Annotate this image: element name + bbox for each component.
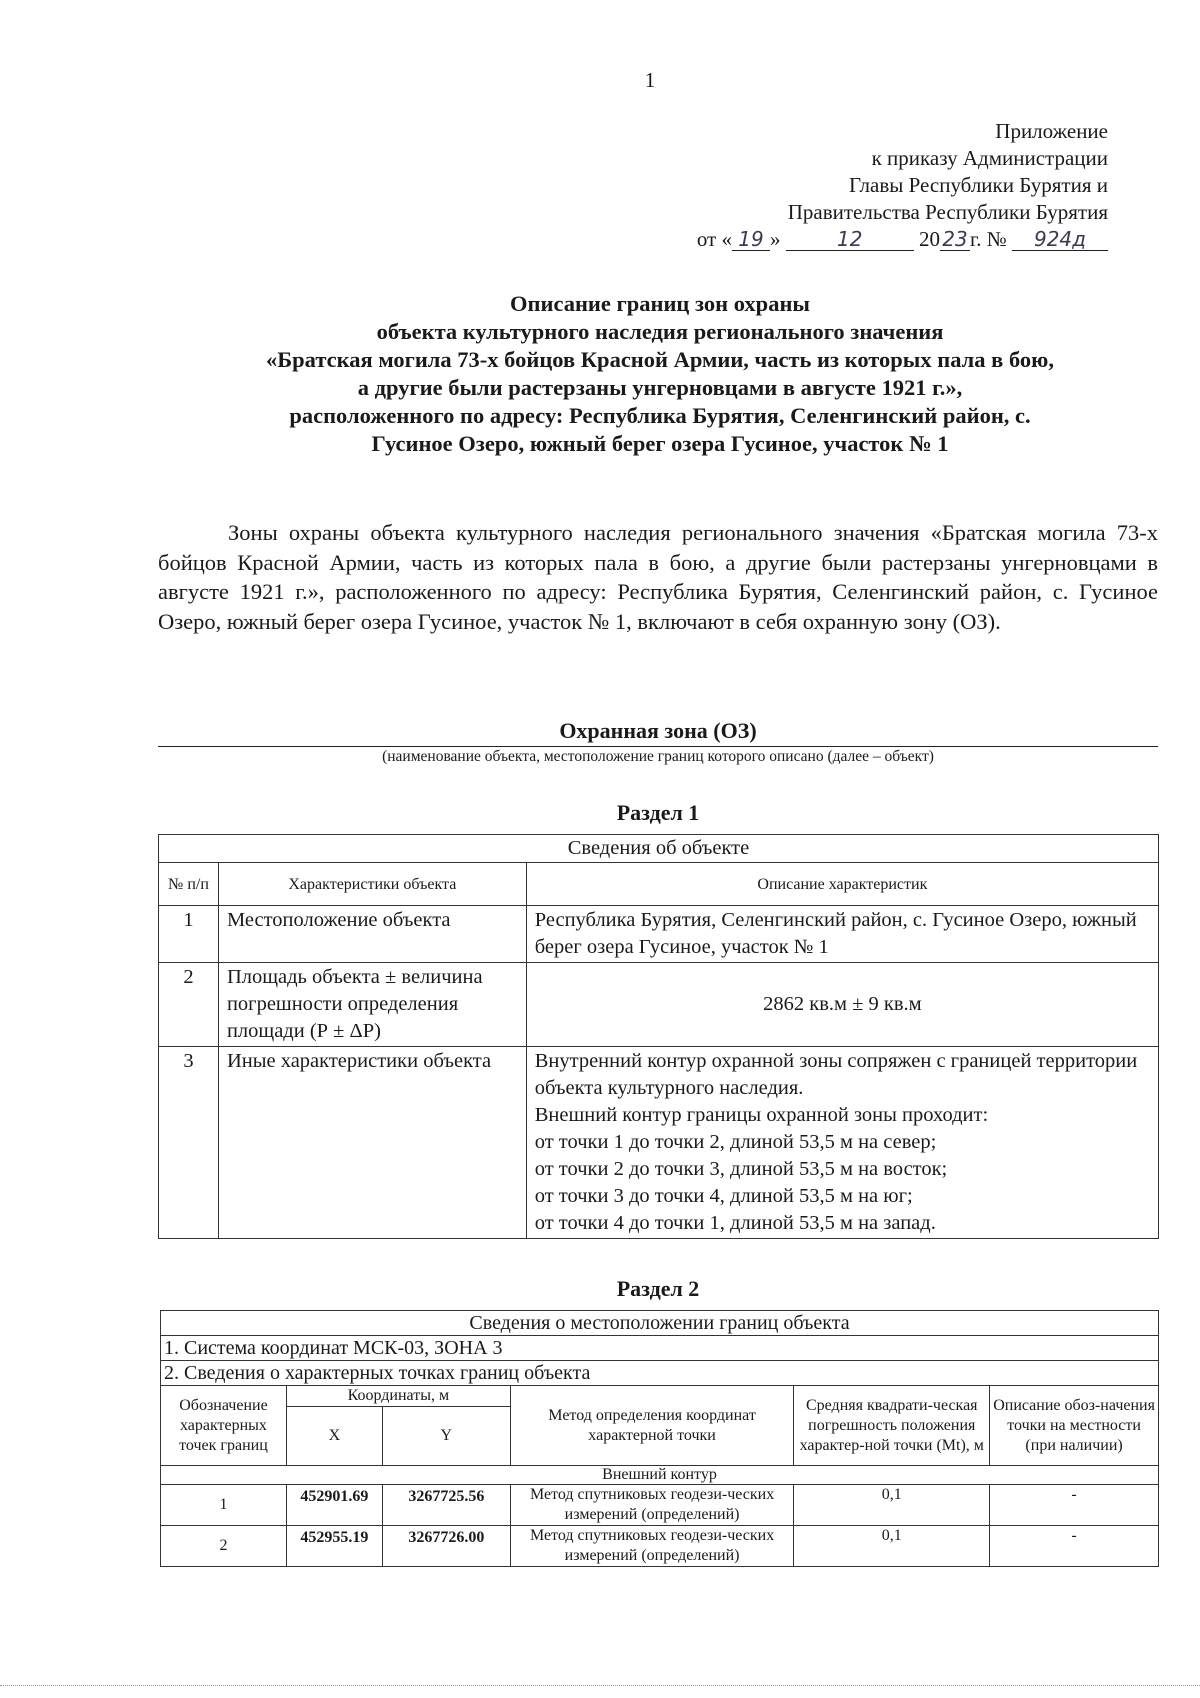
value-line: Внутренний контур охранной зоны сопряжен с границей территории объекта культурного наследия. (534, 1050, 1138, 1099)
row-number: 1 (159, 906, 219, 963)
title-line: объекта культурного наследия регионального значения (376, 319, 944, 344)
handwritten-year: 23 (940, 228, 970, 251)
point-method: Метод спутниковых геодези-ческих измерений (определений) (510, 1485, 794, 1526)
table-row (159, 1047, 1159, 1239)
header-number: № п/п (159, 863, 219, 906)
point-description: - (990, 1526, 1159, 1567)
row-value: 2862 кв.м ± 9 кв.м (526, 963, 1158, 1047)
year-prefix: 20 (918, 227, 940, 251)
title-line: Описание границ зон охраны (510, 291, 810, 316)
section2-table (160, 1310, 1159, 1567)
approval-line: Правительства Республики Бурятия (787, 200, 1108, 224)
point-y: 3267725.56 (382, 1485, 510, 1526)
table-header-row (161, 1386, 1159, 1407)
table-info-row (161, 1336, 1159, 1361)
handwritten-order-number: 924д (1012, 228, 1108, 251)
point-accuracy: 0,1 (794, 1485, 990, 1526)
contour-row (161, 1466, 1159, 1485)
zone-heading (158, 718, 1158, 767)
header-y: Y (382, 1407, 510, 1466)
value-line: Внешний контур границы охранной зоны проходит: (534, 1104, 989, 1126)
zone-subtitle: (наименование объекта, местоположение границ которого описано (далее – объект) (382, 748, 934, 765)
header-method: Метод определения координат характерной точки (510, 1386, 794, 1466)
order-date-line (628, 226, 1108, 253)
outer-contour-label: Внешний контур (161, 1466, 1159, 1485)
row-value (526, 1047, 1158, 1239)
row-characteristic: Площадь объекта ± величина погрешности определения площади (Р ± ΔР) (218, 963, 526, 1047)
zone-title: Охранная зона (ОЗ) (559, 718, 757, 743)
value-line: от точки 3 до точки 4, длиной 53,5 м на юг; (534, 1185, 913, 1207)
row-number: 3 (159, 1047, 219, 1239)
header-description: Описание характеристик (526, 863, 1158, 906)
section1-caption: Сведения об объекте (159, 835, 1159, 863)
point-id: 2 (161, 1526, 287, 1567)
section2-title: Раздел 2 (616, 1276, 700, 1301)
row-characteristic: Местоположение объекта (218, 906, 526, 963)
header-coordinates: Координаты, м (286, 1386, 510, 1407)
point-accuracy: 0,1 (794, 1526, 990, 1567)
page-number: 1 (644, 68, 656, 92)
intro-paragraph: Зоны охраны объекта культурного наследия регионального значения «Братская могила 73-х бойцов Красной Армии, часть из которых пала в бою, а другие были растерзаны унгерновцами в августе 1921 г.», расположенного по адресу: Республика Бурятия, Селенгинский район, с. Гусиное Озеро, южный берег озера Гусиное, участок № 1, включают в себя охранную зону (ОЗ). (158, 520, 1158, 634)
point-id: 1 (161, 1485, 287, 1526)
header-designation: Обозначение характерных точек границ (161, 1386, 287, 1466)
row-number: 2 (159, 963, 219, 1047)
approval-block (628, 118, 1108, 253)
table-caption-row (159, 835, 1159, 863)
approval-line: Приложение (995, 119, 1108, 143)
header-description: Описание обоз-начения точки на местности (при наличии) (990, 1386, 1159, 1466)
points-info: 2. Сведения о характерных точках границ объекта (161, 1361, 1159, 1386)
title-line: а другие были растерзаны унгерновцами в августе 1921 г.», (357, 375, 963, 400)
date-close: » (769, 227, 781, 251)
table-info-row (161, 1361, 1159, 1386)
handwritten-day: 19 (732, 228, 770, 251)
date-prefix: от « (696, 227, 732, 251)
header-characteristic: Характеристики объекта (218, 863, 526, 906)
table-row (161, 1526, 1159, 1567)
title-line: Гусиное Озеро, южный берег озера Гусиное, участок № 1 (371, 431, 949, 456)
point-x: 452901.69 (286, 1485, 382, 1526)
table-row (159, 963, 1159, 1047)
section2-caption: Сведения о местоположении границ объекта (161, 1311, 1159, 1336)
point-method: Метод спутниковых геодези-ческих измерений (определений) (510, 1526, 794, 1567)
section1-title: Раздел 1 (616, 800, 700, 825)
row-characteristic: Иные характеристики объекта (218, 1047, 526, 1239)
table-row (159, 906, 1159, 963)
number-prefix: г. № (969, 227, 1007, 251)
header-x: X (286, 1407, 382, 1466)
point-x: 452955.19 (286, 1526, 382, 1567)
approval-line: Главы Республики Бурятия и (849, 173, 1108, 197)
value-line: от точки 1 до точки 2, длиной 53,5 м на север; (534, 1131, 937, 1153)
point-y: 3267726.00 (382, 1526, 510, 1567)
document-title (140, 290, 1180, 458)
title-line: расположенного по адресу: Республика Бурятия, Селенгинский район, с. (289, 403, 1031, 428)
table-header-row (159, 863, 1159, 906)
header-accuracy: Средняя квадрати-ческая погрешность положения характер-ной точки (Mt), м (794, 1386, 990, 1466)
value-line: от точки 2 до точки 3, длиной 53,5 м на восток; (534, 1158, 948, 1180)
table-caption-row (161, 1311, 1159, 1336)
row-value: Республика Бурятия, Селенгинский район, с. Гусиное Озеро, южный берег озера Гусиное, участок № 1 (526, 906, 1158, 963)
approval-line: к приказу Администрации (871, 146, 1108, 170)
coordinate-system: 1. Система координат МСК-03, ЗОНА 3 (161, 1336, 1159, 1361)
page-bottom-rule (0, 1685, 1200, 1686)
value-line: от точки 4 до точки 1, длиной 53,5 м на запад. (534, 1212, 936, 1234)
title-line: «Братская могила 73-х бойцов Красной Армии, часть из которых пала в бою, (266, 347, 1054, 372)
table-row (161, 1485, 1159, 1526)
handwritten-month: 12 (786, 228, 914, 251)
section1-table (158, 834, 1159, 1239)
point-description: - (990, 1485, 1159, 1526)
